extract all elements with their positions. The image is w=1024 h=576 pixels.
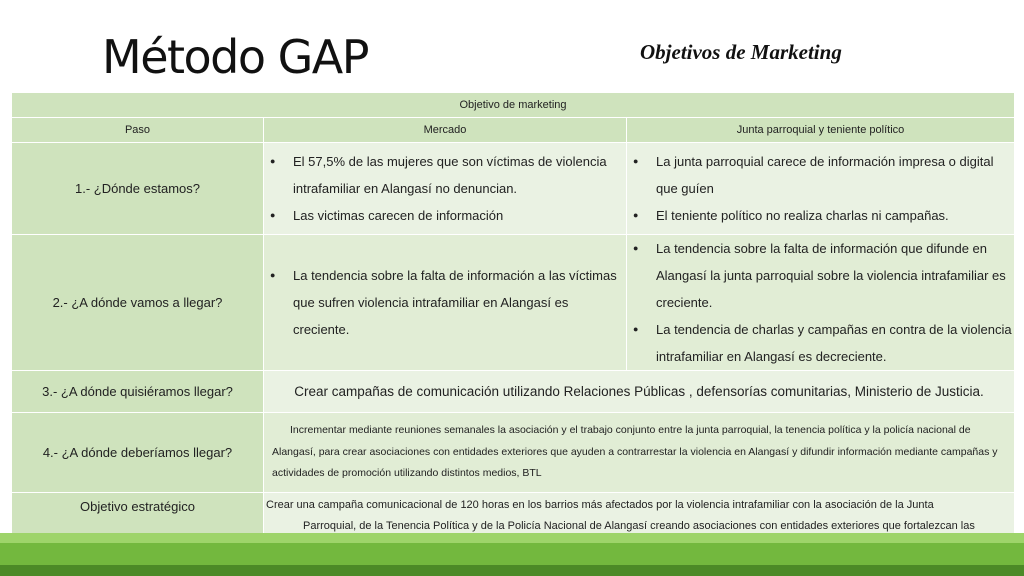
- bullet-icon: ●: [633, 243, 639, 253]
- table-header: Objetivo de marketing: [12, 93, 1015, 118]
- bullet-list: [264, 148, 626, 229]
- list-item: ● Las victimas carecen de información: [264, 202, 626, 229]
- step-cell: 2.- ¿A dónde vamos a llegar?: [12, 235, 264, 371]
- merged-cell: Crear campañas de comunicación utilizando Relaciones Públicas , defensorías comunitarias, Ministerio de Justicia.: [264, 371, 1015, 413]
- list-item: ● La tendencia de charlas y campañas en contra de la violencia intrafamiliar en Alangasí es decreciente.: [627, 316, 1014, 370]
- list-item: ● La junta parroquial carece de información impresa o digital que guíen: [627, 148, 1014, 202]
- table-header-row: [12, 93, 1015, 118]
- slide-title: Método GAP: [102, 30, 368, 84]
- gap-table: [11, 92, 1015, 563]
- merged-cell: Incrementar mediante reuniones semanales la asociación y el trabajo conjunto entre la junta parroquial, la tenencia política y la policía nacional de Alangasí, para crear asociaciones con entidades exteriores que ayuden a contrarrestar la violencia en Alangasí y difundir información mediante campañas y actividades de promoción utilizando distintos medios, BTL: [264, 413, 1015, 493]
- footer-stripe-mid: [0, 543, 1024, 565]
- strategic-objective-text-rest: Parroquial, de la Tenencia Política y de la Policía Nacional de Alangasí creando asociaciones con entidades exteriores que fortalezcan las: [303, 519, 975, 532]
- list-item: ● El 57,5% de las mujeres que son víctimas de violencia intrafamiliar en Alangasí no denuncian.: [264, 148, 626, 202]
- bullet-icon: ●: [633, 210, 639, 220]
- column-header-paso: Paso: [12, 118, 264, 143]
- step-cell: Objetivo estratégico: [12, 492, 264, 562]
- column-headers-row: [12, 118, 1015, 143]
- table-row: [12, 235, 1015, 371]
- bullet-list: [627, 148, 1014, 229]
- column-header-mercado: Mercado: [264, 118, 627, 143]
- junta-cell: [627, 235, 1015, 371]
- step-cell: 1.- ¿Dónde estamos?: [12, 143, 264, 235]
- junta-cell: [627, 143, 1015, 235]
- mercado-cell: [264, 143, 627, 235]
- bullet-list: [627, 235, 1014, 370]
- table-row: [12, 371, 1015, 413]
- table-row: [12, 143, 1015, 235]
- slide-subtitle: Objetivos de Marketing: [640, 40, 842, 64]
- bullet-icon: ●: [270, 210, 276, 220]
- list-item: ● El teniente político no realiza charlas ni campañas.: [627, 202, 1014, 229]
- list-item: ● La tendencia sobre la falta de información que difunde en Alangasí la junta parroquial sobre la violencia intrafamiliar es creciente.: [627, 235, 1014, 316]
- bullet-icon: ●: [633, 324, 639, 334]
- bullet-icon: ●: [270, 156, 276, 166]
- footer-stripe-light: [0, 533, 1024, 543]
- strategic-objective-text-first: Crear una campaña comunicacional de 120 horas en los barrios más afectados por la violencia intrafamiliar con la asociación de la Junta: [266, 498, 934, 511]
- column-header-junta: Junta parroquial y teniente político: [627, 118, 1015, 143]
- step-cell: 3.- ¿A dónde quisiéramos llegar?: [12, 371, 264, 413]
- mercado-cell: [264, 235, 627, 371]
- step-cell: 4.- ¿A dónde deberíamos llegar?: [12, 413, 264, 493]
- table-row: [12, 413, 1015, 493]
- bullet-list: [264, 262, 626, 343]
- bullet-icon: ●: [633, 156, 639, 166]
- footer-stripe-dark: [0, 565, 1024, 576]
- bullet-icon: ●: [270, 270, 276, 280]
- list-item: ● La tendencia sobre la falta de información a las víctimas que sufren violencia intrafamiliar en Alangasí es creciente.: [264, 262, 626, 343]
